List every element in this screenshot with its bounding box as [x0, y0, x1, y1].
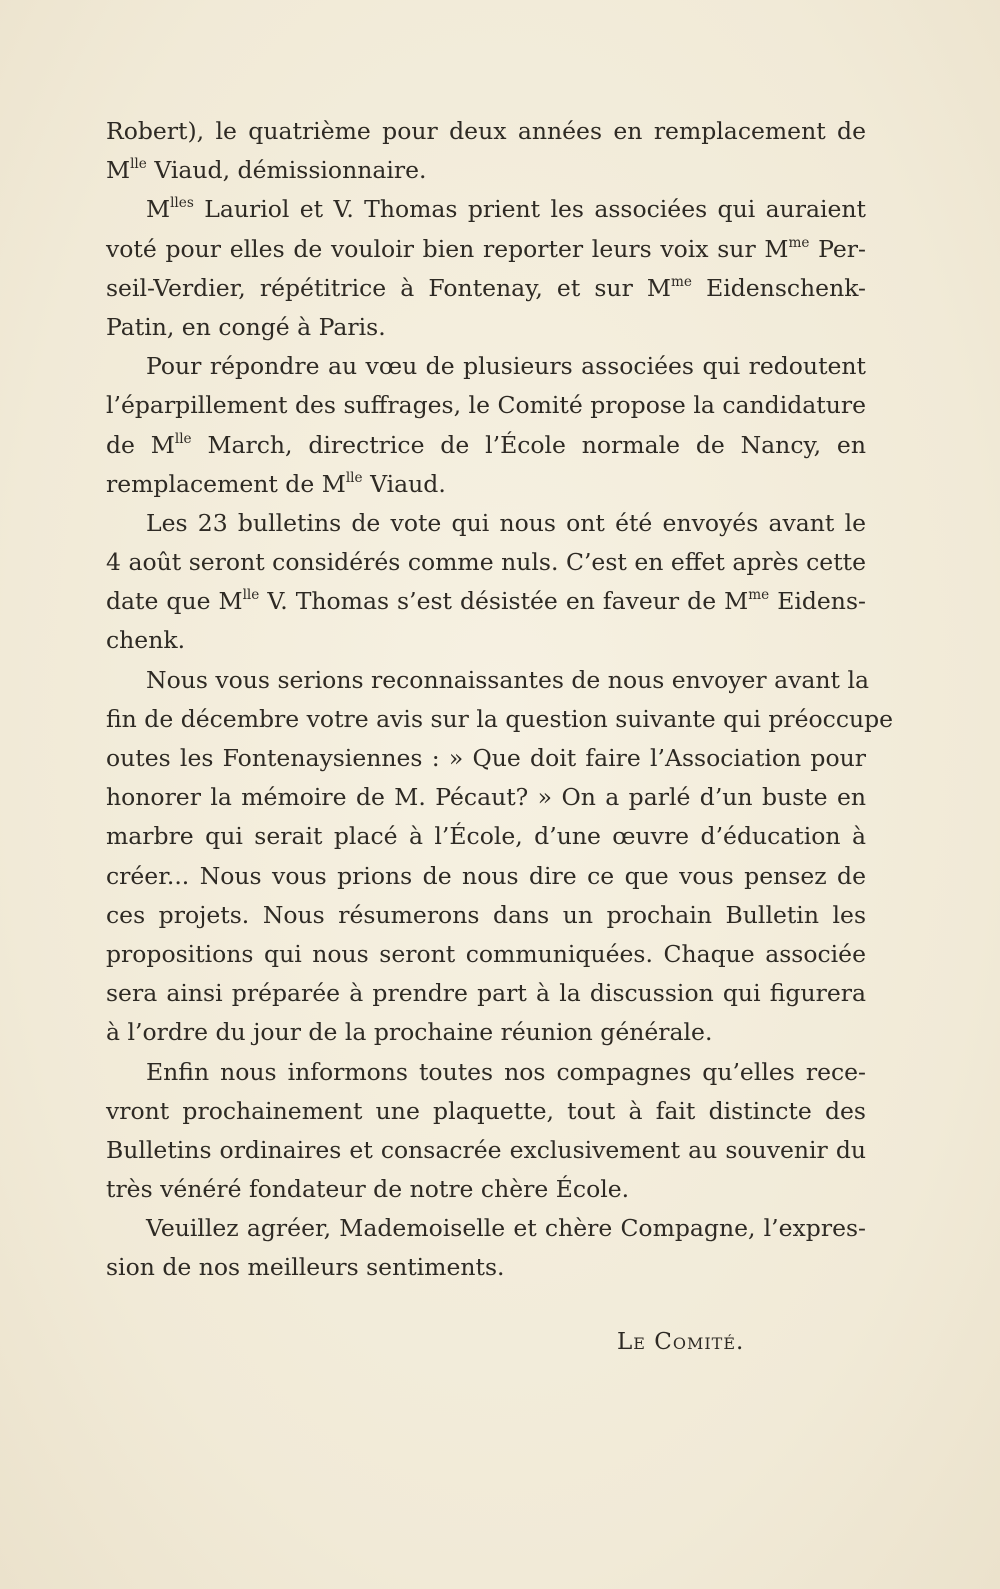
title-abbrev: M — [321, 469, 346, 498]
text-line — [106, 1248, 866, 1287]
line-text: March, directrice de l’École normale de Nancy, en — [207, 430, 866, 459]
text-line — [106, 661, 869, 700]
text-line — [106, 112, 866, 151]
text-line — [106, 230, 866, 269]
line-text: Robert), le quatrième pour deux années en remplacement de — [106, 117, 866, 145]
title-abbrev-sup: me — [788, 234, 810, 251]
text-line — [106, 1170, 866, 1209]
line-text: V. Thomas s’est désistée en faveur de — [267, 587, 717, 616]
text-line — [106, 465, 866, 504]
title-abbrev: M — [646, 273, 671, 302]
text-line — [106, 1092, 866, 1131]
title-abbrev-sup: lle — [174, 430, 192, 447]
line-text: Viaud, démissionnaire. — [154, 156, 427, 185]
text-line — [106, 308, 866, 347]
title-abbrev-sup: lles — [170, 195, 194, 212]
line-text: créer... Nous vous prions de nous dire ce que vous pensez de — [106, 861, 866, 890]
line-text: Patin, en congé à Paris. — [106, 312, 386, 341]
line-text: de — [106, 430, 135, 459]
text-line — [106, 1013, 866, 1052]
line-text: outes les Fontenaysiennes : » Que doit faire l’Association pour — [106, 744, 866, 772]
title-abbrev-sup: me — [748, 587, 770, 604]
line-text: l’éparpillement des suffrages, le Comité propose la candidature — [106, 391, 866, 420]
title-abbrev: M — [150, 430, 175, 459]
text-line — [106, 621, 866, 660]
title-abbrev: M — [218, 587, 243, 616]
line-text: seil-Verdier, répétitrice à Fontenay, et sur — [106, 273, 633, 302]
line-text: chenk. — [106, 626, 186, 655]
body-text — [106, 112, 894, 1288]
text-line — [106, 1209, 866, 1248]
line-text: à l’ordre du jour de la prochaine réunion générale. — [106, 1018, 713, 1047]
text-line — [106, 778, 866, 817]
line-text: propositions qui nous seront communiquées. Chaque associée — [106, 939, 866, 968]
text-line — [106, 190, 866, 229]
text-line — [106, 582, 866, 621]
text-line — [106, 426, 866, 465]
line-text: Enfin nous informons toutes nos compagnes qu’elles rece- — [146, 1057, 866, 1086]
signature: Le Comité. — [617, 1329, 745, 1355]
line-text: Pour répondre au vœu de plusieurs associées qui redoutent — [146, 352, 866, 381]
title-abbrev: M — [146, 195, 171, 224]
text-line — [106, 151, 866, 190]
title-abbrev-sup: me — [670, 273, 692, 290]
title-abbrev: M — [724, 587, 749, 616]
line-text: Eidens- — [777, 587, 866, 616]
text-line — [106, 1131, 866, 1170]
line-text: Lauriol et V. Thomas prient les associées qui auraient — [204, 195, 866, 224]
line-text: vront prochainement une plaquette, tout à fait distincte des — [106, 1096, 866, 1125]
text-line — [106, 1053, 866, 1092]
line-text: 4 août seront considérés comme nuls. C’est en effet après cette — [106, 548, 866, 577]
line-text: remplacement de — [106, 469, 315, 498]
line-text: marbre qui serait placé à l’École, d’une œuvre d’éducation à — [106, 822, 866, 851]
text-line — [106, 386, 866, 425]
text-line — [106, 269, 866, 308]
text-line — [106, 347, 866, 386]
line-text: ces projets. Nous résumerons dans un prochain Bulletin les — [106, 900, 866, 929]
line-text: voté pour elles de vouloir bien reporter leurs voix sur — [106, 234, 756, 263]
title-abbrev-sup: lle — [242, 587, 260, 604]
text-line — [106, 896, 866, 935]
line-text: très vénéré fondateur de notre chère École. — [106, 1175, 630, 1204]
line-text: Viaud. — [370, 469, 446, 498]
title-abbrev-sup: lle — [345, 469, 363, 486]
line-text: sion de nos meilleurs sentiments. — [106, 1253, 505, 1282]
line-text: honorer la mémoire de M. Pécaut? » On a parlé d’un buste en — [106, 783, 866, 812]
line-text: Nous vous serions reconnaissantes de nous envoyer avant la — [146, 665, 869, 694]
line-text: date que — [106, 587, 211, 616]
text-line — [106, 739, 866, 778]
title-abbrev-sup: lle — [130, 155, 147, 172]
line-text: sera ainsi préparée à prendre part à la discussion qui figurera — [106, 979, 866, 1008]
line-text: fin de décembre votre avis sur la question suivante qui préoccupe — [106, 704, 894, 733]
title-abbrev: M — [106, 156, 131, 185]
line-text: Bulletins ordinaires et consacrée exclusivement au souvenir du — [106, 1135, 866, 1164]
text-line — [106, 974, 866, 1013]
line-text: Per- — [818, 234, 866, 263]
line-text: Les 23 bulletins de vote qui nous ont été envoyés avant le — [146, 508, 866, 537]
text-line — [106, 817, 866, 856]
line-text: Veuillez agréer, Mademoiselle et chère Compagne, l’expres- — [146, 1214, 866, 1243]
line-text: Eidenschenk- — [706, 273, 866, 302]
text-line — [106, 935, 866, 974]
text-line — [106, 700, 894, 739]
title-abbrev: M — [764, 234, 789, 263]
text-line — [106, 504, 866, 543]
text-line — [106, 543, 866, 582]
text-line — [106, 857, 866, 896]
